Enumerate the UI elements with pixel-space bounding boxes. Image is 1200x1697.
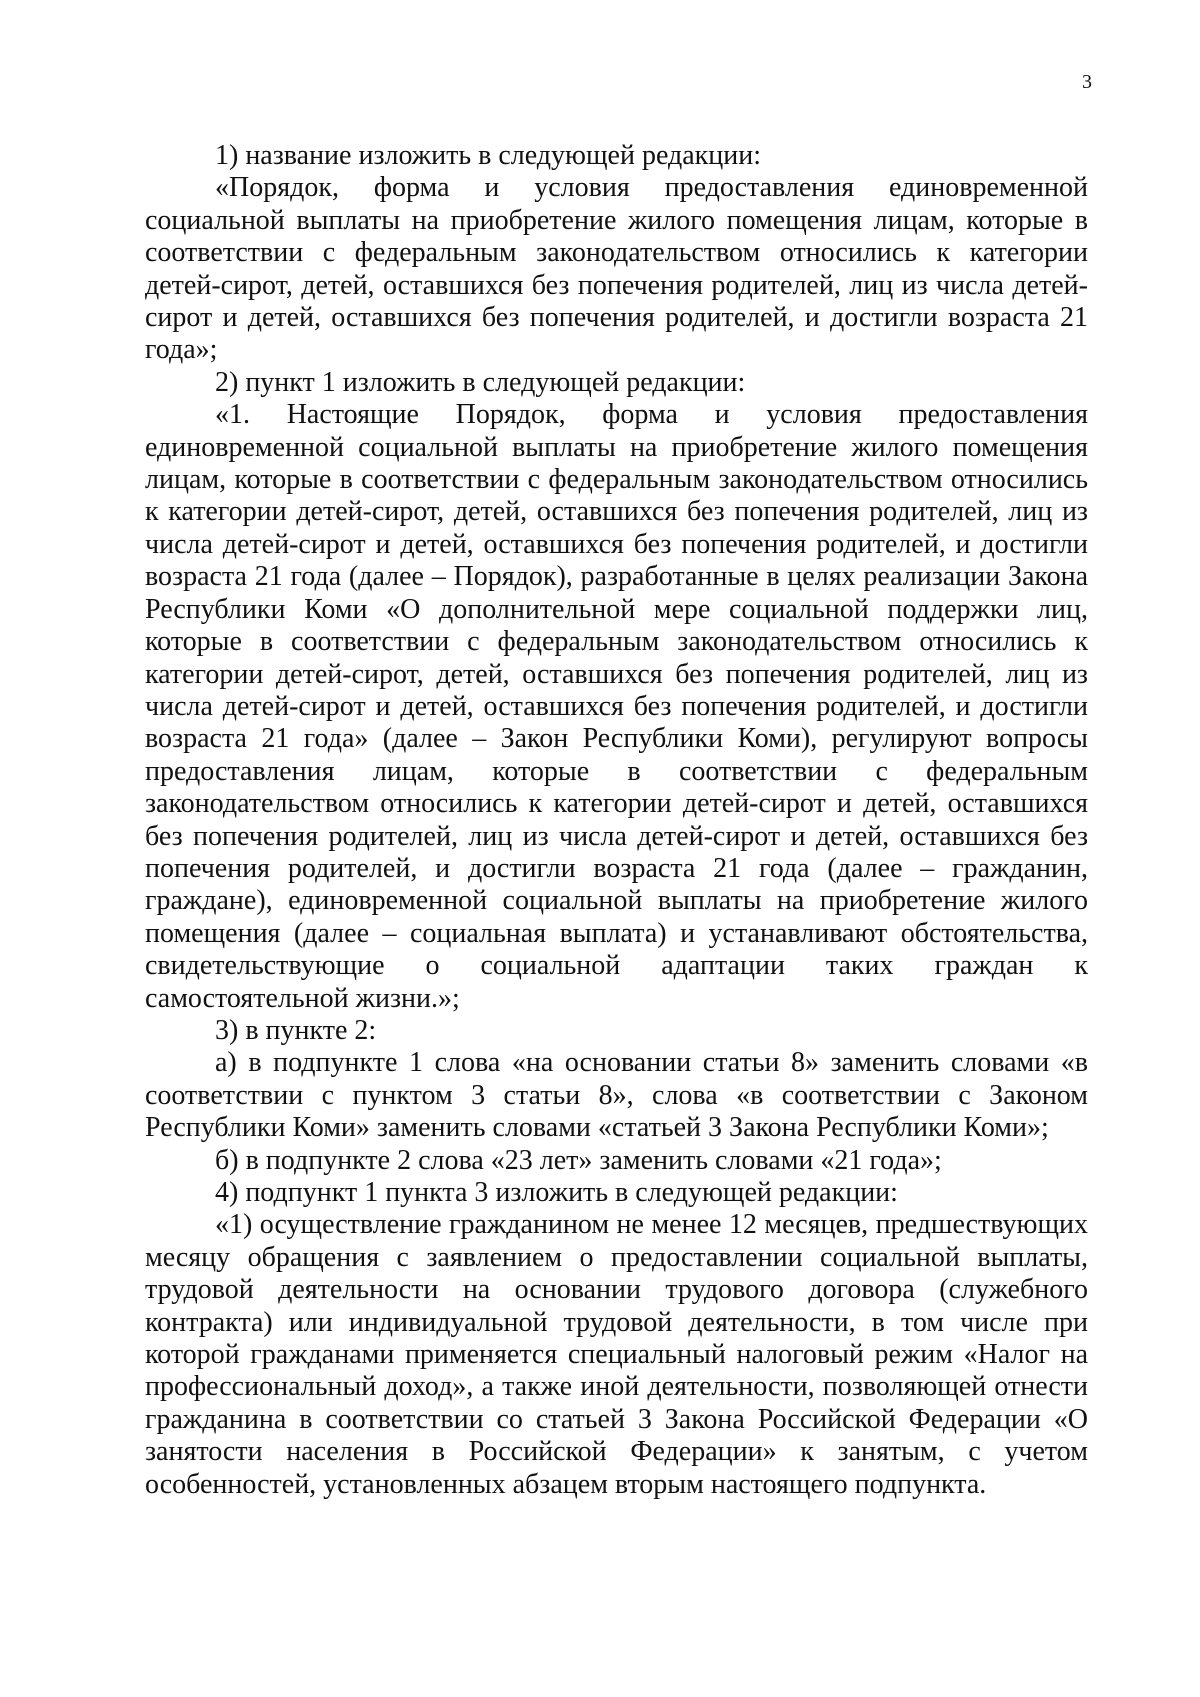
amendment-item-4: 4) подпункт 1 пункта 3 изложить в следующей редакции: bbox=[215, 1177, 898, 1208]
new-title-text: «Порядок, форма и условия предоставления единовременной социальной выплаты на приобретение жилого помещения лицам, которые в соответствии с федеральным законодательством относились к категории детей-сирот, детей, оставшихся без попечения родителей, лиц из числа детей-сирот и детей, оставшихся без попечения родителей, и достигли возраста 21 года»; bbox=[145, 172, 1088, 366]
amendment-item-2: 2) пункт 1 изложить в следующей редакции: bbox=[215, 366, 746, 398]
page-number: 3 bbox=[1082, 71, 1092, 93]
new-subpoint-1-text: «1) осуществление гражданином не менее 12 месяцев, предшествующих месяцу обращения с заявлением о предоставлении социальной выплаты, трудовой деятельности на основании трудового договора (служебного контракта) или индивидуальной трудовой деятельности, в том числе при которой гражданами применяется специальный налоговый режим «Налог на профессиональный доход», а также иной деятельности, позволяющей отнести гражданина в соответствии со статьей 3 Закона Российской Федерации «О занятости населения в Российской Федерации» к занятым, с учетом особенностей, установленных абзацем вторым настоящего подпункта. bbox=[145, 1209, 1088, 1500]
amendment-item-3: 3) в пункте 2: bbox=[215, 1014, 377, 1046]
document-body bbox=[145, 140, 1088, 1501]
new-point-1-text: «1. Настоящие Порядок, форма и условия предоставления единовременной социальной выплаты на приобретение жилого помещения лицам, которые в соответствии с федеральным законодательством относились к категории детей-сирот, детей, оставшихся без попечения родителей, лиц из числа детей-сирот и детей, оставшихся без попечения родителей, и достигли возраста 21 года (далее – Порядок), разработанные в целях реализации Закона Республики Коми «О дополнительной мере социальной поддержки лиц, которые в соответствии с федеральным законодательством относились к категории детей-сирот, детей, оставшихся без попечения родителей, лиц из числа детей-сирот и детей, оставшихся без попечения родителей, и достигли возраста 21 года» (далее – Закон Республики Коми), регулируют вопросы предоставления лицам, которые в соответствии с федеральным законодательством относились к категории детей-сирот и детей, оставшихся без попечения родителей, лиц из числа детей-сирот и детей, оставшихся без попечения родителей, и достигли возраста 21 года (далее – гражданин, граждане), единовременной социальной выплаты на приобретение жилого помещения (далее – социальная выплата) и устанавливают обстоятельства, свидетельствующие о социальной адаптации таких граждан к самостоятельной жизни.»; bbox=[145, 399, 1088, 1014]
amendment-subitem-b: б) в подпункте 2 слова «23 лет» заменить словами «21 года»; bbox=[215, 1144, 942, 1176]
amendment-subitem-a: а) в подпункте 1 слова «на основании статьи 8» заменить словами «в соответствии с пунктом 3 статьи 8», слова «в соответствии с Законом Республики Коми» заменить словами «статьей 3 Закона Республики Коми»; bbox=[145, 1047, 1088, 1144]
amendment-item-1: 1) название изложить в следующей редакции: bbox=[215, 140, 762, 171]
